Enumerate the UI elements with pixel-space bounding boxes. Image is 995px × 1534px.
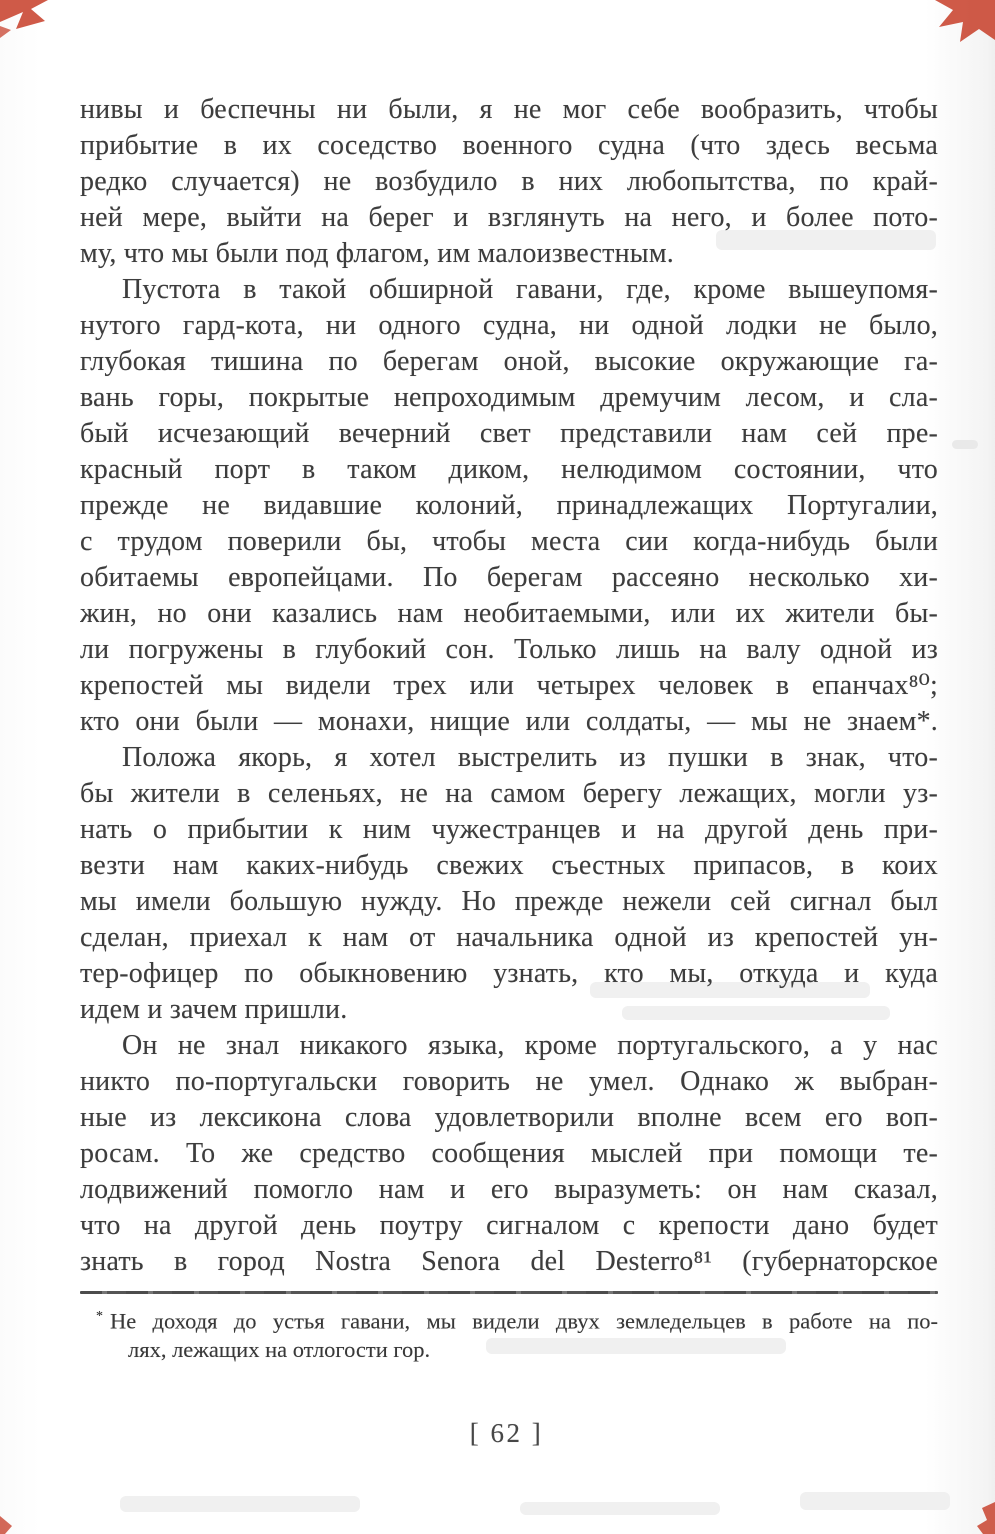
footnote-text: Не доходя до устья гавани, мы видели двух земледельцев в работе на по-: [109, 1308, 938, 1333]
text-line: знать в город Nostra Senora del Desterro⁸¹ (губернаторское: [80, 1246, 938, 1277]
footnote-marker: *: [96, 1309, 103, 1324]
footnote-line: лях, лежащих на отлогости гор.: [128, 1337, 431, 1362]
text-line: ные из лексикона слова удовлетворили вполне всем его воп-: [80, 1102, 938, 1133]
text-line: нивы и беспечны ни были, я не мог себе вообразить, чтобы: [80, 94, 938, 125]
text-line: вань горы, покрытые непроходимым дремучим лесом, и сла-: [80, 382, 938, 413]
text-line: бый исчезающий вечерний свет представили нам сей пре-: [80, 418, 938, 449]
red-edge-mark-bottom-right: [973, 1500, 995, 1534]
text-line: идем и зачем пришли.: [80, 994, 348, 1025]
paragraph: [80, 272, 938, 740]
text-line: ли погружены в глубокий сон. Только лишь на валу одной из: [80, 634, 938, 665]
text-line: нать о прибытии к ним чужестранцев и на другой день при-: [80, 814, 938, 845]
text-line: му, что мы были под флагом, им малоизвестным.: [80, 238, 674, 269]
scan-artifact-ghost: [520, 1502, 720, 1515]
scan-artifact-ghost: [120, 1496, 360, 1512]
text-line: что на другой день поутру сигналом с крепости дано будет: [80, 1210, 938, 1241]
text-line: редко случается) не возбудило в них любопытства, по край-: [80, 166, 938, 197]
text-line: мы имели большую нужду. Но прежде нежели сей сигнал был: [80, 886, 938, 917]
text-line: с трудом поверили бы, чтобы места сии когда-нибудь были: [80, 526, 938, 557]
paragraph: [80, 740, 938, 1028]
text-line: росам. То же средство сообщения мыслей при помощи те-: [80, 1138, 938, 1169]
text-line: крепостей мы видели трех или четырех человек в епанчах⁸⁰;: [80, 670, 938, 701]
text-line: Пустота в такой обширной гавани, где, кроме вышеупомя-: [122, 274, 938, 305]
text-line: красный порт в таком диком, нелюдимом состоянии, что: [80, 454, 938, 485]
page-number: [ 62 ]: [469, 1418, 544, 1448]
red-edge-mark-bottom-left: [0, 1512, 14, 1534]
text-line: Положа якорь, я хотел выстрелить из пушки в знак, что-: [122, 742, 938, 773]
footnote-rule: [80, 1291, 938, 1294]
red-edge-mark-top-right: [927, 0, 995, 48]
text-line: глубокая тишина по берегам оной, высокие окружающие га-: [80, 346, 938, 377]
text-line: нутого гард-кота, ни одного судна, ни одной лодки не было,: [80, 310, 938, 341]
paragraph: [80, 1028, 938, 1280]
text-line: лодвижений помогло нам и его выразуметь: он нам сказал,: [80, 1174, 938, 1205]
text-line: сделан, приехал к нам от начальника одной из крепостей ун-: [80, 922, 938, 953]
text-line: тер-офицер по обыкновению узнать, кто мы, откуда и куда: [80, 958, 938, 989]
text-line: ней мере, выйти на берег и взглянуть на него, и более пото-: [80, 202, 938, 233]
text-line: везти нам каких-нибудь свежих съестных припасов, в коих: [80, 850, 938, 881]
text-line: жин, но они казались нам необитаемыми, или их жители бы-: [80, 598, 938, 629]
text-line: Он не знал никакого языка, кроме португальского, а у нас: [122, 1030, 938, 1061]
text-line: обитаемы европейцами. По берегам рассеяно несколько хи-: [80, 562, 938, 593]
text-line: кто они были — монахи, нищие или солдаты, — мы не знаем*.: [80, 706, 938, 737]
scan-artifact-ghost: [800, 1492, 950, 1510]
body-text: [80, 92, 938, 1280]
text-line: никто по-португальски говорить не умел. Однако ж выбран-: [80, 1066, 938, 1097]
text-line: прежде не видавшие колоний, принадлежащих Португалии,: [80, 490, 938, 521]
footnote-line: [80, 1300, 938, 1333]
text-line: бы жители в селеньях, не на самом берегу лежащих, могли уз-: [80, 778, 938, 809]
text-line: прибытие в их соседство военного судна (что здесь весьма: [80, 130, 938, 161]
paragraph: [80, 92, 938, 272]
red-edge-mark-top-left: [0, 0, 62, 42]
footnote: [80, 1300, 938, 1366]
scan-artifact-ghost: [952, 440, 978, 449]
